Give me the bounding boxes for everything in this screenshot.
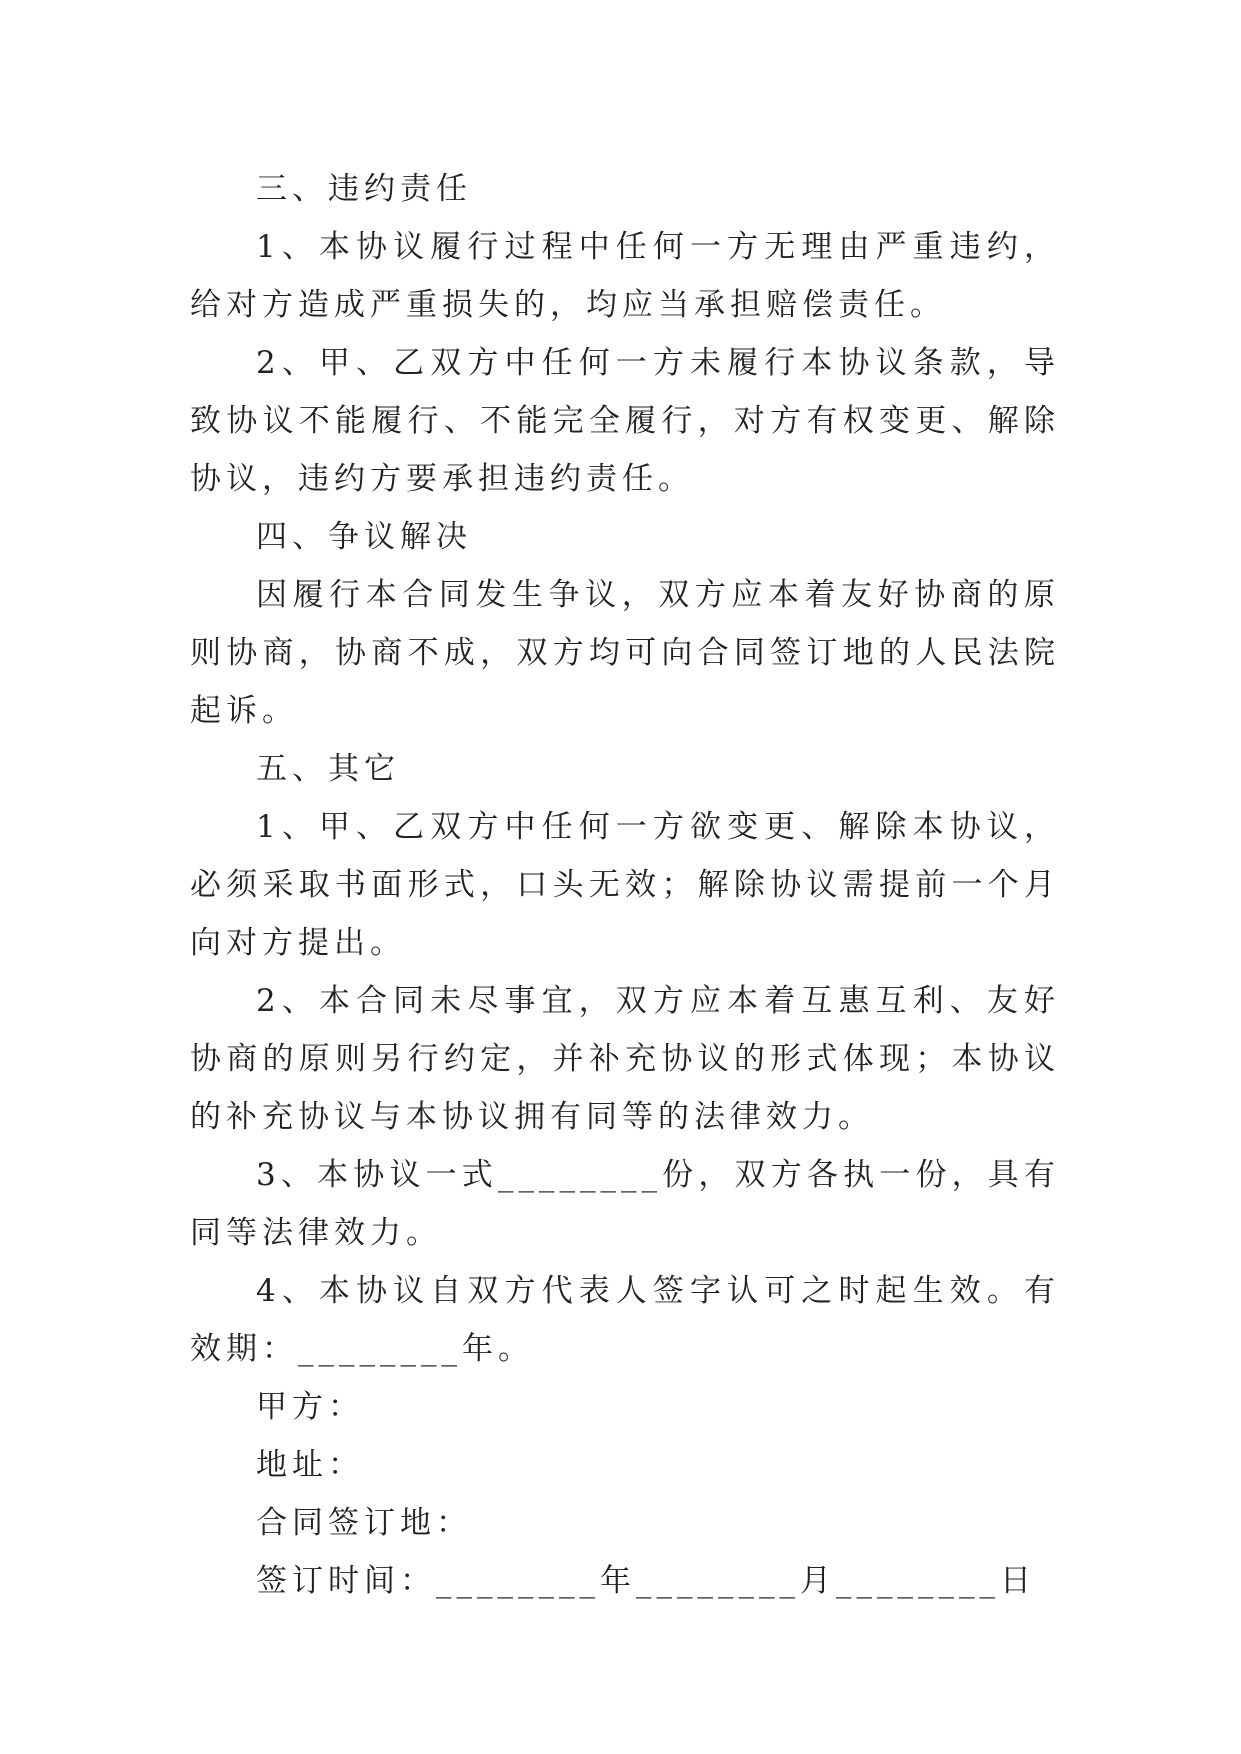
clause-other-2: 2、本合同未尽事宜，双方应本着互惠互利、友好协商的原则另行约定，并补充协议的形式体现；本协议的补充协议与本协议拥有同等的法律效力。: [190, 983, 1060, 1135]
party-a-label: 甲方：: [256, 1389, 364, 1425]
clause-dispute: 因履行本合同发生争议，双方应本着友好协商的原则协商，协商不成，双方均可向合同签订地的人民法院起诉。: [190, 577, 1060, 729]
clause-breach-2: 2、甲、乙双方中任何一方未履行本协议条款，导致协议不能履行、不能完全履行，对方有权变更、解除协议，违约方要承担违约责任。: [190, 345, 1060, 497]
signing-place-label: 合同签订地：: [256, 1505, 472, 1541]
signing-date-label: 签订时间：________年________月________日: [256, 1563, 1036, 1599]
clause-breach-1: 1、本协议履行过程中任何一方无理由严重违约，给对方造成严重损失的，均应当承担赔偿责任。: [190, 229, 1060, 323]
section-heading-breach: 三、违约责任: [256, 171, 472, 207]
clause-other-3: 3、本协议一式________份，双方各执一份，具有同等法律效力。: [190, 1157, 1060, 1251]
section-heading-dispute: 四、争议解决: [256, 519, 472, 555]
section-heading-other: 五、其它: [256, 751, 400, 787]
address-label: 地址：: [256, 1447, 364, 1483]
clause-other-4: 4、本协议自双方代表人签字认可之时起生效。有效期：________年。: [190, 1273, 1060, 1367]
clause-other-1: 1、甲、乙双方中任何一方欲变更、解除本协议，必须采取书面形式，口头无效；解除协议需提前一个月向对方提出。: [190, 809, 1060, 961]
document-body: [190, 160, 1060, 1610]
